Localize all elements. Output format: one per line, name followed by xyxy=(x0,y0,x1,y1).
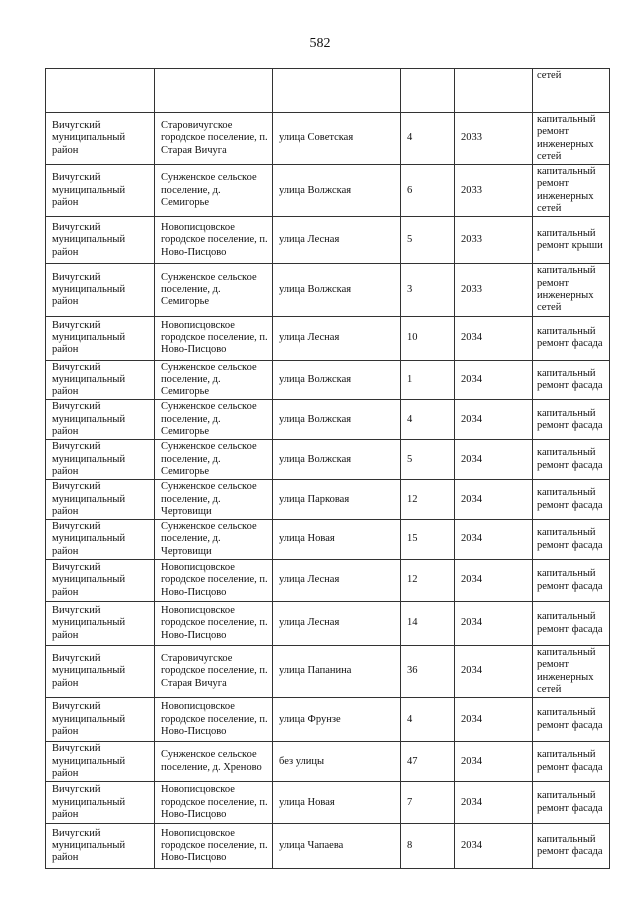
cell-year: 2034 xyxy=(455,560,533,602)
table-row xyxy=(46,217,610,264)
cell-settlement xyxy=(155,69,273,113)
cell-house: 12 xyxy=(401,480,455,520)
cell-settlement: Старовичугское городское поселение, п. Старая Вичуга xyxy=(155,646,273,698)
cell-work: капитальный ремонт фасада xyxy=(533,560,610,602)
cell-year: 2034 xyxy=(455,400,533,440)
table-row xyxy=(46,742,610,782)
cell-year: 2034 xyxy=(455,520,533,560)
cell-street: улица Волжская xyxy=(273,360,401,400)
cell-street: улица Волжская xyxy=(273,440,401,480)
cell-work: капитальный ремонт фасада xyxy=(533,480,610,520)
cell-house: 14 xyxy=(401,602,455,646)
cell-settlement: Новописцовское городское поселение, п. Ново-Писцово xyxy=(155,698,273,742)
cell-year: 2034 xyxy=(455,742,533,782)
cell-house: 5 xyxy=(401,217,455,264)
repair-schedule-table xyxy=(45,68,610,869)
table-row xyxy=(46,316,610,360)
cell-year: 2034 xyxy=(455,316,533,360)
cell-work: капитальный ремонт фасада xyxy=(533,698,610,742)
cell-district: Вичугский муниципальный район xyxy=(46,165,155,217)
cell-house xyxy=(401,69,455,113)
cell-district: Вичугский муниципальный район xyxy=(46,742,155,782)
cell-work: капитальный ремонт фасада xyxy=(533,360,610,400)
cell-house: 12 xyxy=(401,560,455,602)
cell-house: 8 xyxy=(401,824,455,869)
table-row xyxy=(46,698,610,742)
cell-year: 2034 xyxy=(455,698,533,742)
cell-house: 6 xyxy=(401,165,455,217)
cell-house: 5 xyxy=(401,440,455,480)
cell-street: улица Волжская xyxy=(273,165,401,217)
cell-house: 15 xyxy=(401,520,455,560)
table-row xyxy=(46,165,610,217)
table-row xyxy=(46,264,610,316)
table-row xyxy=(46,360,610,400)
cell-work: капитальный ремонт фасада xyxy=(533,520,610,560)
cell-street: улица Советская xyxy=(273,113,401,165)
cell-year: 2033 xyxy=(455,264,533,316)
cell-district: Вичугский муниципальный район xyxy=(46,316,155,360)
cell-work: капитальный ремонт фасада xyxy=(533,742,610,782)
cell-district xyxy=(46,69,155,113)
table-row xyxy=(46,520,610,560)
cell-year: 2033 xyxy=(455,217,533,264)
cell-settlement: Сунженское сельское поселение, д. Чертовищи xyxy=(155,480,273,520)
cell-work: сетей xyxy=(533,69,610,113)
cell-year: 2034 xyxy=(455,646,533,698)
cell-work: капитальный ремонт крыши xyxy=(533,217,610,264)
cell-district: Вичугский муниципальный район xyxy=(46,698,155,742)
cell-work: капитальный ремонт инженерных сетей xyxy=(533,264,610,316)
cell-street: улица Лесная xyxy=(273,602,401,646)
cell-street xyxy=(273,69,401,113)
cell-settlement: Сунженское сельское поселение, д. Семигорье xyxy=(155,440,273,480)
cell-house: 10 xyxy=(401,316,455,360)
cell-settlement: Новописцовское городское поселение, п. Ново-Писцово xyxy=(155,782,273,824)
cell-district: Вичугский муниципальный район xyxy=(46,480,155,520)
cell-district: Вичугский муниципальный район xyxy=(46,520,155,560)
cell-year: 2034 xyxy=(455,360,533,400)
table-row xyxy=(46,113,610,165)
page-number: 582 xyxy=(309,36,331,51)
cell-district: Вичугский муниципальный район xyxy=(46,400,155,440)
cell-street: улица Папанина xyxy=(273,646,401,698)
cell-district: Вичугский муниципальный район xyxy=(46,824,155,869)
cell-district: Вичугский муниципальный район xyxy=(46,264,155,316)
cell-work: капитальный ремонт фасада xyxy=(533,782,610,824)
cell-street: улица Лесная xyxy=(273,217,401,264)
cell-settlement: Сунженское сельское поселение, д. Семигорье xyxy=(155,165,273,217)
cell-street: улица Парковая xyxy=(273,480,401,520)
cell-settlement: Сунженское сельское поселение, д. Хреново xyxy=(155,742,273,782)
cell-settlement: Новописцовское городское поселение, п. Ново-Писцово xyxy=(155,560,273,602)
cell-street: улица Лесная xyxy=(273,560,401,602)
cell-district: Вичугский муниципальный район xyxy=(46,560,155,602)
cell-settlement: Новописцовское городское поселение, п. Ново-Писцово xyxy=(155,824,273,869)
cell-street: улица Лесная xyxy=(273,316,401,360)
cell-house: 4 xyxy=(401,113,455,165)
cell-year: 2034 xyxy=(455,824,533,869)
table-row xyxy=(46,400,610,440)
cell-street: улица Новая xyxy=(273,782,401,824)
table-row xyxy=(46,69,610,113)
cell-year: 2034 xyxy=(455,480,533,520)
cell-district: Вичугский муниципальный район xyxy=(46,782,155,824)
cell-year: 2034 xyxy=(455,782,533,824)
cell-street: улица Чапаева xyxy=(273,824,401,869)
cell-work: капитальный ремонт фасада xyxy=(533,400,610,440)
cell-settlement: Сунженское сельское поселение, д. Семигорье xyxy=(155,360,273,400)
cell-year: 2033 xyxy=(455,165,533,217)
cell-house: 36 xyxy=(401,646,455,698)
table-row xyxy=(46,602,610,646)
cell-work: капитальный ремонт фасада xyxy=(533,316,610,360)
table-row xyxy=(46,440,610,480)
cell-settlement: Сунженское сельское поселение, д. Семигорье xyxy=(155,264,273,316)
cell-work: капитальный ремонт фасада xyxy=(533,440,610,480)
table-row xyxy=(46,646,610,698)
cell-settlement: Новописцовское городское поселение, п. Ново-Писцово xyxy=(155,602,273,646)
cell-year xyxy=(455,69,533,113)
table-row xyxy=(46,824,610,869)
cell-year: 2033 xyxy=(455,113,533,165)
cell-settlement: Новописцовское городское поселение, п. Ново-Писцово xyxy=(155,316,273,360)
cell-house: 1 xyxy=(401,360,455,400)
cell-district: Вичугский муниципальный район xyxy=(46,440,155,480)
cell-settlement: Новописцовское городское поселение, п. Ново-Писцово xyxy=(155,217,273,264)
table-row xyxy=(46,480,610,520)
cell-house: 47 xyxy=(401,742,455,782)
cell-year: 2034 xyxy=(455,440,533,480)
cell-house: 7 xyxy=(401,782,455,824)
cell-district: Вичугский муниципальный район xyxy=(46,646,155,698)
cell-street: улица Фрунзе xyxy=(273,698,401,742)
cell-work: капитальный ремонт фасада xyxy=(533,602,610,646)
cell-district: Вичугский муниципальный район xyxy=(46,113,155,165)
cell-street: улица Волжская xyxy=(273,400,401,440)
cell-work: капитальный ремонт инженерных сетей xyxy=(533,646,610,698)
table-row xyxy=(46,782,610,824)
cell-work: капитальный ремонт инженерных сетей xyxy=(533,165,610,217)
cell-street: без улицы xyxy=(273,742,401,782)
cell-street: улица Волжская xyxy=(273,264,401,316)
cell-settlement: Старовичугское городское поселение, п. Старая Вичуга xyxy=(155,113,273,165)
cell-work: капитальный ремонт фасада xyxy=(533,824,610,869)
cell-settlement: Сунженское сельское поселение, д. Семигорье xyxy=(155,400,273,440)
cell-house: 4 xyxy=(401,400,455,440)
cell-work: капитальный ремонт инженерных сетей xyxy=(533,113,610,165)
cell-settlement: Сунженское сельское поселение, д. Чертовищи xyxy=(155,520,273,560)
cell-year: 2034 xyxy=(455,602,533,646)
cell-house: 3 xyxy=(401,264,455,316)
cell-street: улица Новая xyxy=(273,520,401,560)
cell-district: Вичугский муниципальный район xyxy=(46,217,155,264)
cell-district: Вичугский муниципальный район xyxy=(46,360,155,400)
cell-house: 4 xyxy=(401,698,455,742)
cell-district: Вичугский муниципальный район xyxy=(46,602,155,646)
table-row xyxy=(46,560,610,602)
